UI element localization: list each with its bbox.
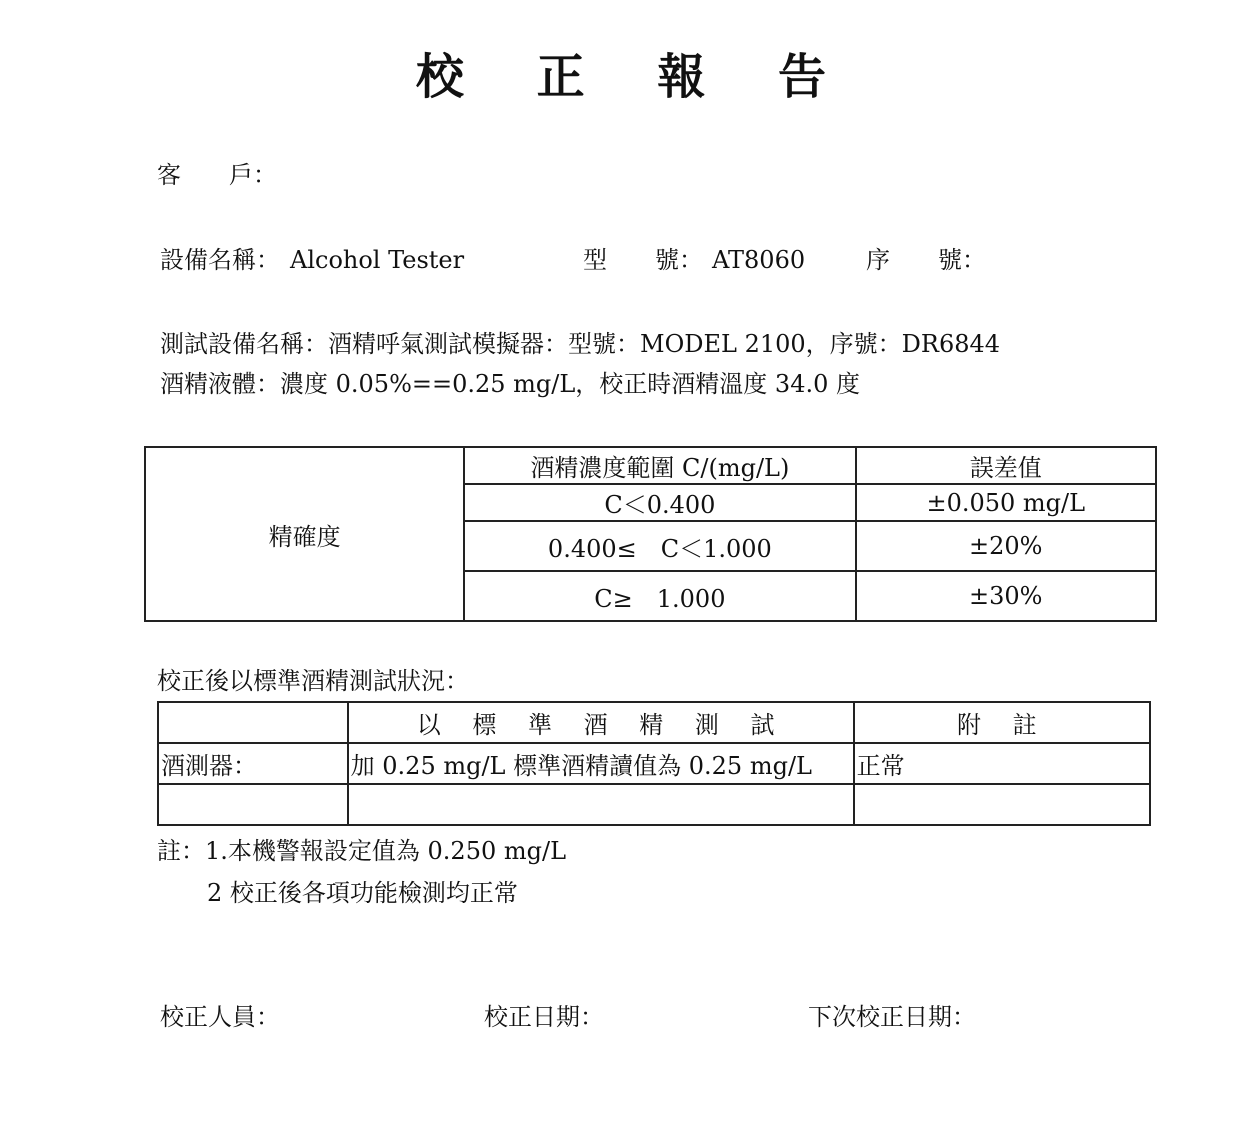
equipment-name-value: Alcohol Tester [290,246,465,274]
table-row [158,702,1150,743]
test-result-cell [348,784,854,825]
note-2: 2 校正後各項功能檢測均正常 [207,879,518,907]
error-cell: ±0.050 mg/L [856,484,1156,521]
calibration-date-label: 校正日期： [484,1003,604,1031]
post-test-heading: 校正後以標準酒精測試狀況： [157,667,469,695]
range-cell: C≥ 1.000 [464,571,855,621]
device-cell: 酒測器： [158,743,348,784]
accuracy-table [144,446,1157,622]
alcohol-liquid-line: 酒精液體：濃度 0.05%==0.25 mg/L，校正時酒精溫度 34.0 度 [160,370,860,398]
remarks-header: 附 註 [854,702,1150,743]
concentration-range-header: 酒精濃度範圍 C/(mg/L) [464,447,855,484]
model-value: AT8060 [712,246,806,274]
device-cell [158,784,348,825]
table-row [158,743,1150,784]
remark-cell: 正常 [854,743,1150,784]
device-header [158,702,348,743]
serial-label: 序 號： [866,246,986,274]
standard-alcohol-test-header: 以 標 準 酒 精 測 試 [348,702,854,743]
error-value-header: 誤差值 [856,447,1156,484]
post-calibration-test-table [157,701,1151,826]
test-device-line: 測試設備名稱：酒精呼氣測試模擬器：型號：MODEL 2100，序號：DR6844 [160,330,1001,358]
accuracy-row-label: 精確度 [145,447,464,621]
test-result-cell: 加 0.25 mg/L 標準酒精讀值為 0.25 mg/L [348,743,854,784]
report-title: 校 正 報 告 [415,49,855,105]
error-cell: ±30% [856,571,1156,621]
remark-cell [854,784,1150,825]
error-cell: ±20% [856,521,1156,571]
calibrator-label: 校正人員： [160,1003,280,1031]
range-cell: 0.400≤ C＜1.000 [464,521,855,571]
note-1: 註：1.本機警報設定值為 0.250 mg/L [157,837,567,865]
customer-label: 客 戶： [157,161,277,189]
equipment-name-label: 設備名稱： [160,246,280,274]
table-row [145,447,1156,484]
model-label: 型 號： [583,246,703,274]
next-calibration-date-label: 下次校正日期： [808,1003,976,1031]
table-row [158,784,1150,825]
range-cell: C＜0.400 [464,484,855,521]
